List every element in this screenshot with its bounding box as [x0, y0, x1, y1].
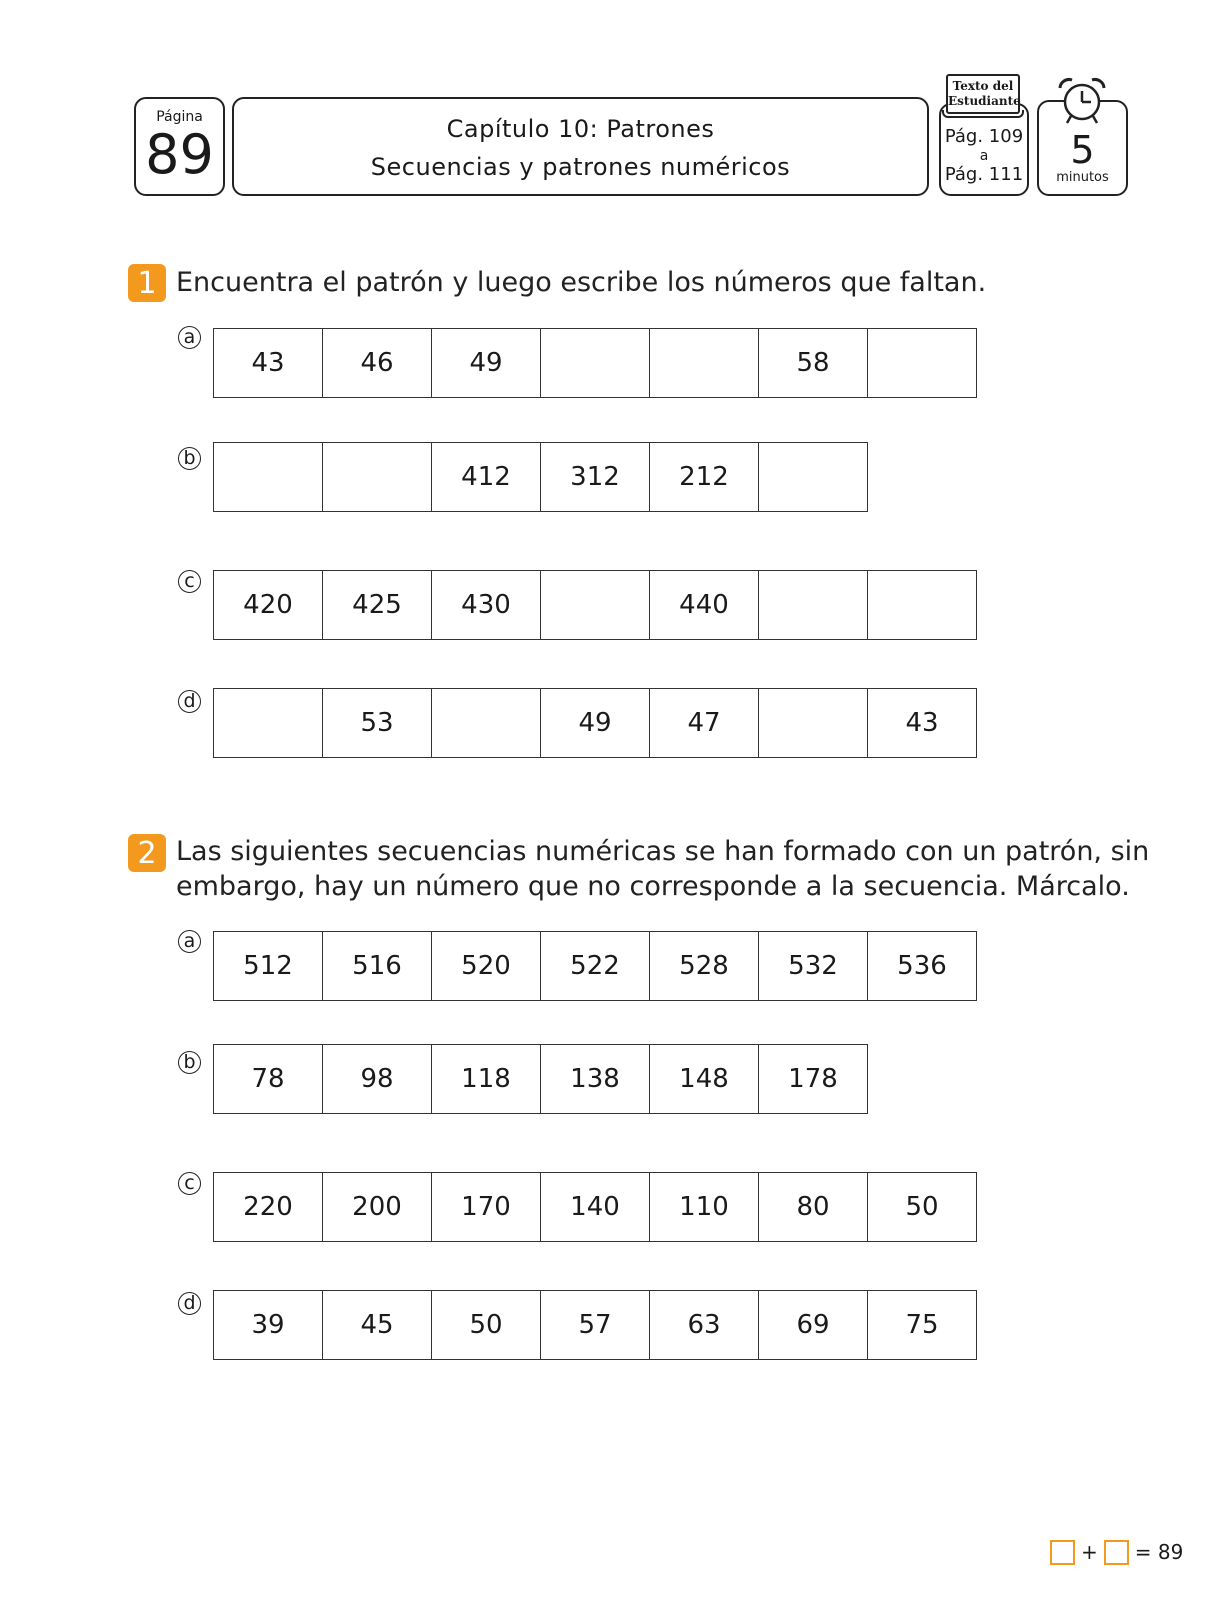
q2a-cell[interactable]: 532 — [759, 932, 868, 1000]
alarm-clock-icon — [1054, 76, 1110, 128]
reference-connector: a — [979, 148, 989, 164]
q2b-cell[interactable]: 138 — [541, 1045, 650, 1113]
book-label-line2: Estudiante — [948, 94, 1021, 108]
question-2-number: 2 — [128, 834, 166, 872]
q1d-answer-cell[interactable] — [759, 689, 868, 757]
q1-label-b: b — [178, 447, 201, 470]
q1-sequence-c — [213, 570, 977, 640]
q1c-answer-cell[interactable] — [868, 571, 976, 639]
reference-to: Pág. 111 — [944, 164, 1024, 185]
q2d-cell[interactable]: 63 — [650, 1291, 759, 1359]
reference-from: Pág. 109 — [944, 126, 1024, 147]
q1d-cell: 43 — [905, 708, 939, 738]
question-1-instruction: Encuentra el patrón y luego escribe los números que faltan. — [176, 267, 987, 298]
q1b-cell: 412 — [432, 443, 541, 511]
q1b-answer-cell[interactable] — [323, 443, 432, 511]
q2b-cell[interactable]: 118 — [432, 1045, 541, 1113]
q1c-cell: 420 — [214, 571, 323, 639]
footer-orange-square — [1050, 1540, 1075, 1565]
q2b-cell[interactable]: 178 — [788, 1064, 838, 1094]
q1-sequence-b — [213, 442, 868, 512]
q2c-cell[interactable]: 140 — [541, 1173, 650, 1241]
q1d-cell: 53 — [323, 689, 432, 757]
q1-label-d: d — [178, 690, 201, 713]
footer-page-equation — [1050, 1538, 1189, 1566]
page-label: Página — [156, 109, 203, 125]
q1d-cell: 47 — [650, 689, 759, 757]
q1c-cell: 430 — [432, 571, 541, 639]
q1b-answer-cell[interactable] — [759, 443, 867, 511]
q2-sequence-b — [213, 1044, 868, 1114]
q1d-answer-cell[interactable] — [214, 689, 323, 757]
q1a-answer-cell[interactable] — [541, 329, 650, 397]
q2-sequence-d — [213, 1290, 977, 1360]
q2b-cell[interactable]: 78 — [214, 1045, 323, 1113]
q2-label-b: b — [178, 1051, 201, 1074]
q1a-cell: 58 — [759, 329, 868, 397]
q1c-cell: 440 — [650, 571, 759, 639]
q2c-cell[interactable]: 80 — [759, 1173, 868, 1241]
q2a-cell[interactable]: 520 — [432, 932, 541, 1000]
time-unit: minutos — [1056, 170, 1109, 185]
q1-label-a: a — [178, 326, 201, 349]
q1b-cell: 212 — [650, 443, 759, 511]
q1d-answer-cell[interactable] — [432, 689, 541, 757]
footer-equals: = 89 — [1134, 1540, 1184, 1564]
page-number: 89 — [145, 123, 214, 186]
q1-sequence-a — [213, 328, 977, 398]
q1a-answer-cell[interactable] — [650, 329, 759, 397]
q1-label-c: c — [178, 570, 201, 593]
book-icon — [944, 74, 1024, 124]
question-2-instruction-line2: embargo, hay un número que no corresponde a la secuencia. Márcalo. — [176, 871, 1130, 902]
page-number-box — [134, 97, 225, 196]
q2d-cell[interactable]: 39 — [214, 1291, 323, 1359]
q1c-answer-cell[interactable] — [759, 571, 868, 639]
time-value: 5 — [1070, 128, 1095, 172]
q2a-cell[interactable]: 528 — [650, 932, 759, 1000]
q1c-cell: 425 — [323, 571, 432, 639]
q2c-cell[interactable]: 50 — [905, 1192, 939, 1222]
q2d-cell[interactable]: 69 — [759, 1291, 868, 1359]
q1a-cell: 43 — [214, 329, 323, 397]
q1c-answer-cell[interactable] — [541, 571, 650, 639]
q2a-cell[interactable]: 516 — [323, 932, 432, 1000]
book-label-line1: Texto del — [952, 79, 1014, 93]
q1d-cell: 49 — [541, 689, 650, 757]
q2d-cell[interactable]: 50 — [432, 1291, 541, 1359]
chapter-title: Capítulo 10: Patrones — [446, 115, 715, 143]
question-1-number: 1 — [128, 264, 166, 302]
q1b-answer-cell[interactable] — [214, 443, 323, 511]
question-2-instruction-line1: Las siguientes secuencias numéricas se han formado con un patrón, sin — [176, 836, 1150, 867]
chapter-title-box — [232, 97, 929, 196]
q2b-cell[interactable]: 148 — [650, 1045, 759, 1113]
q1b-cell: 312 — [541, 443, 650, 511]
q2c-cell[interactable]: 110 — [650, 1173, 759, 1241]
q1a-cell: 49 — [432, 329, 541, 397]
q1-sequence-d — [213, 688, 977, 758]
q2c-cell[interactable]: 200 — [323, 1173, 432, 1241]
chapter-subtitle: Secuencias y patrones numéricos — [370, 153, 791, 181]
q1a-answer-cell[interactable] — [868, 329, 976, 397]
q2-sequence-c — [213, 1172, 977, 1242]
q2-label-c: c — [178, 1172, 201, 1195]
q2a-cell[interactable]: 512 — [214, 932, 323, 1000]
q2d-cell[interactable]: 57 — [541, 1291, 650, 1359]
q2d-cell[interactable]: 45 — [323, 1291, 432, 1359]
q2c-cell[interactable]: 170 — [432, 1173, 541, 1241]
q2d-cell[interactable]: 75 — [905, 1310, 939, 1340]
q2a-cell[interactable]: 522 — [541, 932, 650, 1000]
footer-orange-square — [1104, 1540, 1129, 1565]
q2-label-d: d — [178, 1292, 201, 1315]
q2b-cell[interactable]: 98 — [323, 1045, 432, 1113]
q2a-cell[interactable]: 536 — [897, 951, 947, 981]
q2-sequence-a — [213, 931, 977, 1001]
q1a-cell: 46 — [323, 329, 432, 397]
q2-label-a: a — [178, 930, 201, 953]
footer-plus: + — [1081, 1540, 1098, 1564]
q2c-cell[interactable]: 220 — [214, 1173, 323, 1241]
